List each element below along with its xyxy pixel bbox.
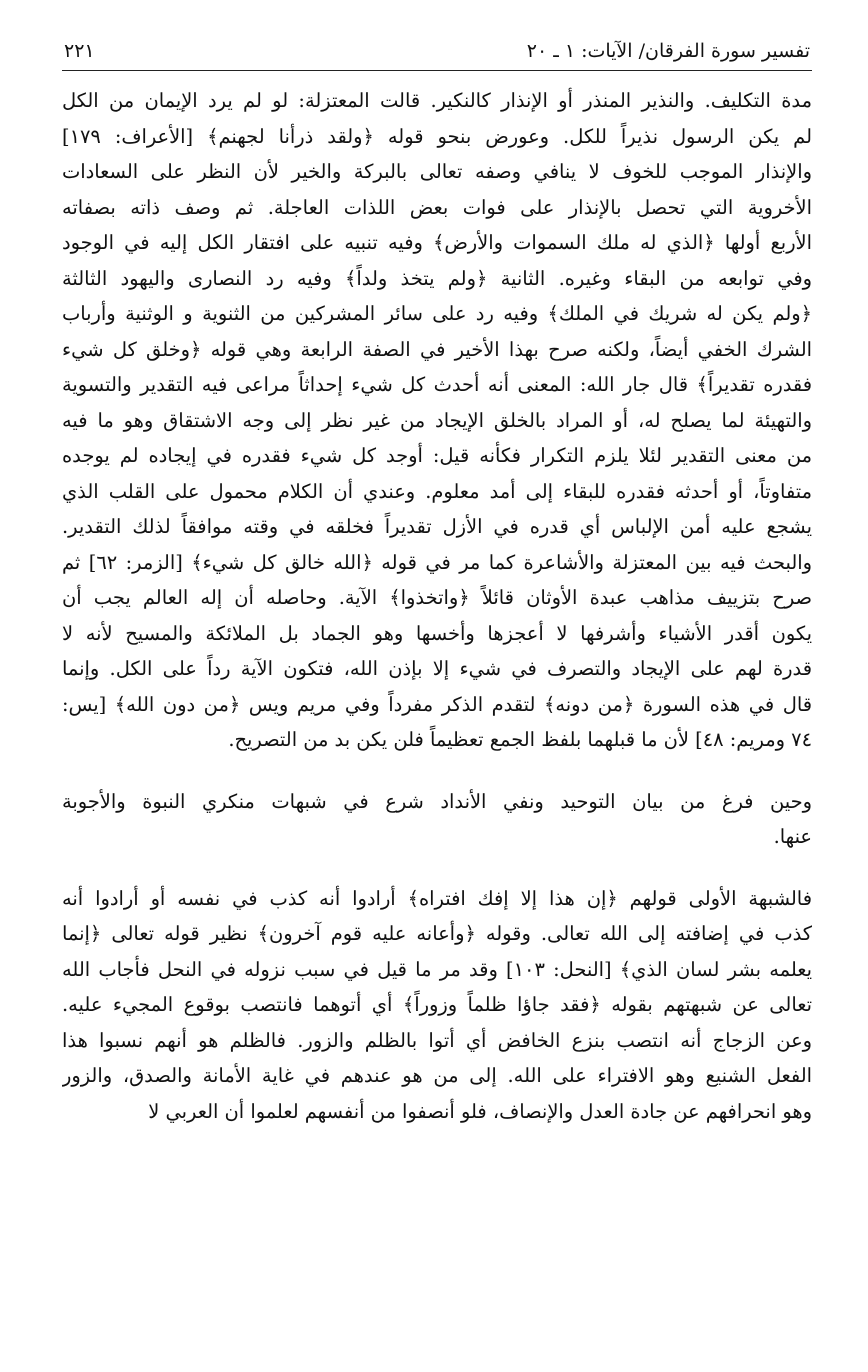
text-line: وهو انحرافهم عن جادة العدل والإنصاف، فلو أنصفوا من أنفسهم لعلموا أن العربي لا bbox=[148, 1099, 812, 1123]
text-line: والبحث فيه بين المعتزلة والأشاعرة كما مر في قوله ﴿الله خالق كل شيء﴾ [الزمر: ٦٢] ثم bbox=[62, 550, 812, 574]
page-number: ٢٢١ bbox=[64, 40, 95, 62]
text-line: يكون أقدر الأشياء وأشرفها لا أعجزها وأخسها وهو الجماد بل الملائكة والمسيح لأنه لا bbox=[62, 621, 812, 645]
text-line: صرح بتزييف مذاهب عبدة الأوثان قائلاً ﴿واتخذوا﴾ الآية. وحاصله أن إله العالم يجب أن bbox=[62, 586, 812, 609]
text-line: من معنى التقدير لئلا يلزم التكرار فكأنه قيل: أوجد كل شيء فقدره في إيجاده لم يوجده bbox=[62, 444, 812, 467]
text-line: فالشبهة الأولى قولهم ﴿إن هذا إلا إفك افتراه﴾ أرادوا أنه كذب في نفسه أو أرادوا أنه bbox=[62, 886, 812, 910]
text-line: متفاوتاً، أو أحدثه فقدره للبقاء إلى أمد معلوم. وعندي أن الكلام محمول على القلب الذي bbox=[62, 479, 812, 503]
text-line: يشجع عليه أمن الإلباس أي قدره في الأزل تقديراً فخلقه في وقته موافقاً لذلك التقدير. bbox=[62, 515, 812, 538]
running-head bbox=[62, 38, 812, 70]
text-line: عنها. bbox=[773, 825, 812, 848]
text-line: لم يكن الرسول نذيراً للكل. وعورض بنحو قوله ﴿ولقد ذرأنا لجهنم﴾ [الأعراف: ١٧٩] bbox=[62, 124, 812, 148]
text-line: فقدره تقديراً﴾ قال جار الله: المعنى أنه أحدث كل شيء إحداثاً مراعى فيه التقدير والتسوية bbox=[62, 373, 812, 396]
text-line: وعن الزجاج أنه انتصب بنزع الخافض أي أتوا بالظلم والزور. فالظلم هو أنهم نسبوا هذا bbox=[62, 1028, 812, 1052]
text-line: قال في هذه السورة ﴿من دونه﴾ لتقدم الذكر مفرداً وفي مريم ويس ﴿من دون الله﴾ [يس: bbox=[62, 692, 812, 716]
text-line: الأربع أولها ﴿الذي له ملك السموات والأرض﴾ وفيه تنبيه على افتقار الكل إليه في الوجود bbox=[62, 231, 812, 254]
running-title: تفسير سورة الفرقان/ الآيات: ١ ـ ٢٠ bbox=[526, 40, 810, 62]
text-line: ٧٤ ومريم: ٤٨] لأن ما قبلهما بلفظ الجمع تعظيماً فلن يكن بد من التصريح. bbox=[228, 728, 812, 751]
paragraph bbox=[62, 784, 812, 855]
text-line: وحين فرغ من بيان التوحيد ونفي الأنداد شرع في شبهات منكري النبوة والأجوبة bbox=[62, 789, 812, 813]
text-line: والإنذار الموجب للخوف لا ينافي وصفه تعالى بالبركة والخير لأن النظر على السعادات bbox=[62, 160, 812, 183]
text-line: وفي توابعه من البقاء وغيره. الثانية ﴿ولم يتخذ ولداً﴾ وفيه رد النصارى واليهود الثالثة bbox=[62, 266, 812, 290]
paragraph bbox=[62, 83, 812, 758]
text-line: الفعل الشنيع وهو الافتراء على الله. إلى من هو عندهم في غاية الأمانة والصدق، والزور bbox=[62, 1064, 812, 1087]
header-rule bbox=[62, 70, 812, 71]
text-line: الشرك الخفي أيضاً، ولكنه صرح بهذا الأخير في الصفة الرابعة وهي قوله ﴿وخلق كل شيء bbox=[62, 337, 812, 361]
text-line: كذب في إضافته إلى الله تعالى. وقوله ﴿وأعانه عليه قوم آخرون﴾ نظير قوله تعالى ﴿إنما bbox=[62, 922, 812, 945]
paragraph-gap bbox=[62, 758, 812, 784]
text-line: الأخروية التي تحصل بالإنذار على فوات بعض اللذات العاجلة. ثم وصف ذاته بصفاته bbox=[62, 195, 812, 219]
page-body bbox=[62, 83, 812, 1129]
text-line: والتهيئة لما يصلح له، أو المراد بالخلق الإيجاد من غير نظر إلى وجه الاشتقاق وهو ما فيه bbox=[62, 408, 812, 432]
paragraph bbox=[62, 881, 812, 1130]
text-line: تعالى عن شبهتهم بقوله ﴿فقد جاؤا ظلماً وزوراً﴾ أي أتوهما فانتصب بوقوع المجيء عليه. bbox=[62, 993, 812, 1016]
text-line: ﴿ولم يكن له شريك في الملك﴾ وفيه رد على سائر المشركين من الثنوية و الوثنية وأرباب bbox=[62, 302, 812, 325]
paragraph-gap bbox=[62, 855, 812, 881]
text-line: يعلمه بشر لسان الذي﴾ [النحل: ١٠٣] وقد مر ما قيل في سبب نزوله في النحل فأجاب الله bbox=[62, 957, 812, 981]
text-line: قدرة لهم على الإيجاد والتصرف في شيء إلا بإذن الله، فتكون الآية رداً على الكل. وإنما bbox=[62, 657, 812, 680]
text-line: مدة التكليف. والنذير المنذر أو الإنذار كالنكير. قالت المعتزلة: لو لم يرد الإيمان من الكل bbox=[62, 89, 812, 112]
